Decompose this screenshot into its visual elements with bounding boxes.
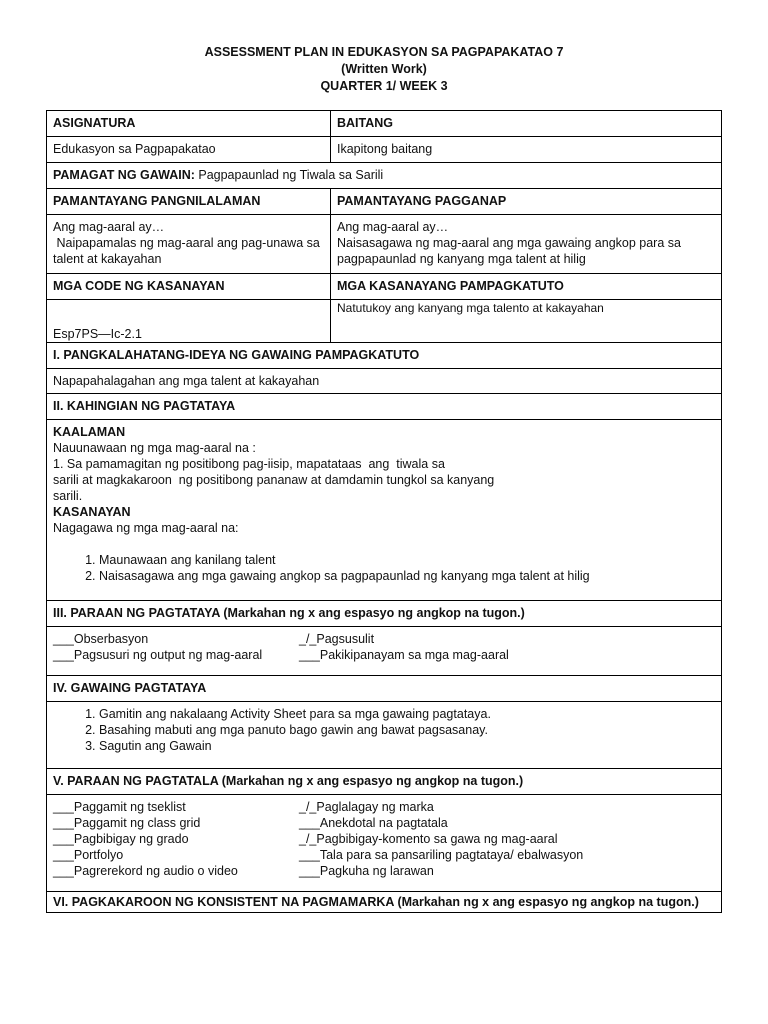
pangnilalaman-cell [47,215,331,274]
section5-options [47,795,722,892]
gawaing-list [53,706,715,754]
pagganap-label: PAMANTAYANG PAGGANAP [331,189,722,215]
option-portfolyo[interactable]: ___Portfolyo [53,848,124,862]
kaalaman-line: sarili. [53,489,83,503]
pagganap-line: Ang mag-aaral ay… [337,220,449,234]
pangnilalaman-line: Naipapamalas ng mag-aaral ang pag-unawa sa [53,236,320,250]
list-item: 3. Sagutin ang Gawain [99,738,715,754]
option-pagsusuri[interactable]: ___Pagsusuri ng output ng mag-aaral [53,648,263,662]
kasanayan-pampagkatuto-label: MGA KASANAYANG PAMPAGKATUTO [331,274,722,300]
pamagat-value: Pagpapaunlad ng Tiwala sa Sarili [194,168,384,182]
option-pagsusulit[interactable]: _/_Pagsusulit [299,632,375,646]
baitang-label: BAITANG [331,111,722,137]
pamagat-label: PAMAGAT NG GAWAIN: [53,168,195,182]
section3-title: III. PARAAN NG PAGTATAYA (Markahan ng x ang espasyo ng angkop na tugon.) [47,601,722,627]
pagganap-line: Naisasagawa ng mag-aaral ang mga gawaing angkop para sa [337,236,681,250]
section6-title: VI. PAGKAKAROON NG KONSISTENT NA PAGMAMARKA (Markahan ng x ang espasyo ng angkop na tugon.) [47,892,722,913]
section3-options [47,627,722,676]
code-cell [47,300,331,343]
section4-body [47,702,722,769]
list-item: 2. Basahing mabuti ang mga panuto bago gawin ang bawat pagsasanay. [99,722,715,738]
pamagat-row [47,163,722,189]
option-obserbasyon[interactable]: ___Obserbasyon [53,632,149,646]
kaalaman-line: sarili at magkakaroon ng positibong pananaw at damdamin tungkol sa kanyang [53,473,495,487]
quarter-week: QUARTER 1/ WEEK 3 [320,79,448,93]
option-audio-video[interactable]: ___Pagrerekord ng audio o video [53,864,238,878]
kasanayan-list [53,552,715,584]
document-subtitle: (Written Work) [341,62,427,76]
pangnilalaman-label: PAMANTAYANG PANGNILALAMAN [47,189,331,215]
option-class-grid[interactable]: ___Paggamit ng class grid [53,816,201,830]
option-tseklist[interactable]: ___Paggamit ng tseklist [53,800,186,814]
pangnilalaman-line: Ang mag-aaral ay… [53,220,165,234]
pagganap-line: pagpapaunlad ng kanyang mga talent at hilig [337,252,586,266]
list-item: 1. Gamitin ang nakalaang Activity Sheet para sa mga gawaing pagtataya. [99,706,715,722]
option-tala-pansarili[interactable]: ___Tala para sa pansariling pagtataya/ ebalwasyon [299,848,584,862]
option-paglalagay-marka[interactable]: _/_Paglalagay ng marka [299,800,434,814]
pagganap-cell [331,215,722,274]
section5-title: V. PARAAN NG PAGTATALA (Markahan ng x ang espasyo ng angkop na tugon.) [47,769,722,795]
kaalaman-line: Nauunawaan ng mga mag-aaral na : [53,441,256,455]
option-pagbibigay-komento[interactable]: _/_Pagbibigay-komento sa gawa ng mag-aaral [299,832,558,846]
option-larawan[interactable]: ___Pagkuha ng larawan [299,864,434,878]
baitang-value: Ikapitong baitang [331,137,722,163]
assessment-plan-table [46,110,722,913]
list-item: 2. Naisasagawa ang mga gawaing angkop sa pagpapaunlad ng kanyang mga talent at hilig [99,568,715,584]
section1-value: Napapahalagahan ang mga talent at kakayahan [47,369,722,394]
asignatura-value: Edukasyon sa Pagpapakatao [47,137,331,163]
kaalaman-title: KAALAMAN [53,425,126,439]
asignatura-label: ASIGNATURA [47,111,331,137]
kasanayan-intro: Nagagawa ng mga mag-aaral na: [53,521,239,535]
option-grado[interactable]: ___Pagbibigay ng grado [53,832,189,846]
kasanayan-pampagkatuto-value: Natutukoy ang kanyang mga talento at kakayahan [331,300,722,343]
pangnilalaman-line: talent at kakayahan [53,252,162,266]
section4-title: IV. GAWAING PAGTATAYA [47,676,722,702]
code-label: MGA CODE NG KASANAYAN [47,274,331,300]
document-header [0,44,768,95]
list-item: 1. Maunawaan ang kanilang talent [99,552,715,568]
option-pakikipanayam[interactable]: ___Pakikipanayam sa mga mag-aaral [299,648,509,662]
section2-title: II. KAHINGIAN NG PAGTATAYA [47,394,722,420]
code-value: Esp7PS—Ic-2.1 [53,327,142,341]
section2-body [47,420,722,601]
document-title: ASSESSMENT PLAN IN EDUKASYON SA PAGPAPAKATAO 7 [204,45,564,59]
section1-title: I. PANGKALAHATANG-IDEYA NG GAWAING PAMPAGKATUTO [47,343,722,369]
option-anekdotal[interactable]: ___Anekdotal na pagtatala [299,816,448,830]
kaalaman-line: 1. Sa pamamagitan ng positibong pag-iisip, mapatataas ang tiwala sa [53,457,445,471]
kasanayan-title: KASANAYAN [53,505,131,519]
